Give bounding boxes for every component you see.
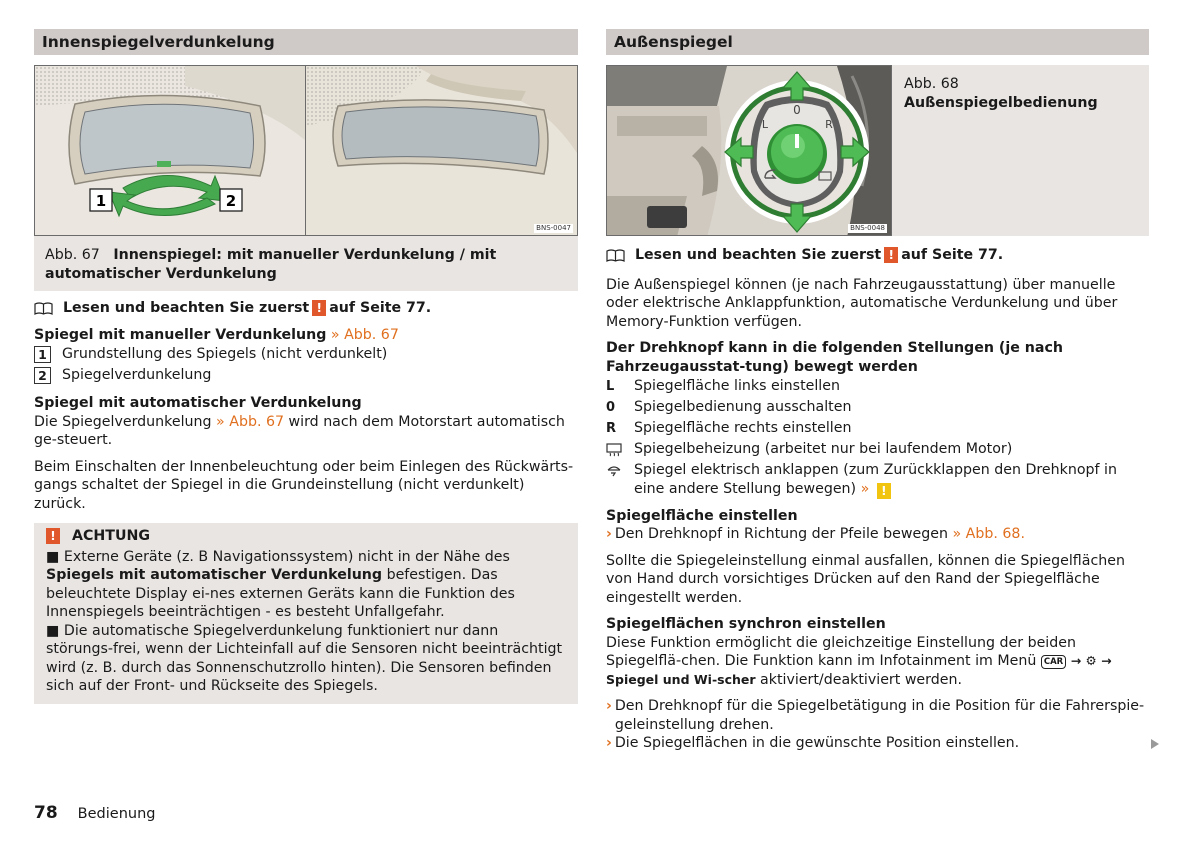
section-title-exterior-mirror: Außenspiegel — [606, 29, 1149, 55]
car-button-icon: CAR — [1041, 655, 1066, 669]
book-icon — [34, 302, 53, 315]
read-first-note: Lesen und beachten Sie zuerst ! auf Seite 77. — [34, 299, 578, 318]
fallback-paragraph: Sollte die Spiegeleinstellung einmal ausfallen, können die Spiegelflächen von Hand durch vorsichtiges Drücken auf den Rand der Spiegelfläche eingestellt werden. — [606, 552, 1125, 606]
warning-box — [34, 523, 578, 704]
knob-label-0: 0 — [793, 103, 801, 117]
step-arrow-icon: › — [606, 735, 612, 751]
figure-caption — [34, 236, 578, 291]
fold-icon — [606, 461, 634, 481]
figure-code: BNS-0048 — [850, 224, 885, 232]
list-item: Spiegel elektrisch anklappen (zum Zurückklappen den Drehknopf in eine andere Stellung bewegen) » ! — [606, 461, 1149, 499]
symbol-l: L — [606, 378, 615, 394]
warning-icon: ! — [46, 528, 60, 544]
knob-label-l: L — [761, 118, 769, 131]
caution-icon: ! — [877, 483, 891, 499]
adjust-section — [606, 507, 1149, 544]
intro-paragraph: Die Außenspiegel können (je nach Fahrzeugausstattung) über manuelle oder elektrische Anklappfunktion, automatische Verdunkelung und über Memory-Funktion verfügen. — [606, 276, 1118, 330]
read-first-note: Lesen und beachten Sie zuerst ! auf Seite 77. — [606, 246, 1149, 265]
figure-68 — [606, 65, 1149, 236]
heat-icon — [606, 440, 634, 460]
auto-figure-link[interactable]: » Abb. 67 — [216, 413, 285, 430]
book-icon — [606, 249, 625, 262]
steps-list — [606, 697, 1149, 753]
manual-section — [34, 326, 578, 387]
warning-item: ■ Die automatische Spiegelverdunkelung funktioniert nur dann störungs-frei, wenn der Lichteinfall auf die Sensoren nicht beeinträchtigt wird (z. B. durch das Sonnenschutzrollo hinten). Die Sensoren befinden sich auf der Front- und Rückseite des Spiegels. — [46, 622, 563, 694]
auto-mirror-image — [305, 65, 578, 236]
warning-item: ■ Externe Geräte (z. B Navigationssystem) nicht in der Nähe des Spiegels mit automatischer Verdunkelung befestigen. Das beleuchtete Display ei-nes externen Geräts kann die Funktion des Innenspiegels beeinträchtigen - es besteht Unfallgefahr. — [46, 548, 515, 620]
auto-section: Spiegel mit automatischer Verdunkelung Die Spiegelverdunkelung » Abb. 67 wird nach dem Motorstart automatisch ge-steuert. — [34, 394, 578, 450]
caption-text: Innenspiegel: mit manueller Verdunkelung / mit automatischer Verdunkelung — [45, 247, 497, 282]
manual-figure-link[interactable]: » Abb. 67 — [330, 326, 399, 343]
positions-section — [606, 339, 1149, 499]
adjust-figure-link[interactable]: » Abb. 68. — [952, 526, 1025, 542]
page-footer — [34, 804, 155, 824]
next-page-icon[interactable] — [1151, 739, 1159, 749]
list-item: Spiegelbeheizung (arbeitet nur bei laufendem Motor) — [606, 440, 1149, 460]
sync-section: Spiegelflächen synchron einstellen Diese Funktion ermöglicht die gleichzeitige Einstellung der beiden Spiegelflä-chen. Die Funktion kann im Infotainment im Menü CAR → ⚙ → Spiegel und Wi-scher aktiviert/deaktiviert werden. — [606, 615, 1149, 689]
adjust-heading: Spiegelfläche einstellen — [606, 507, 798, 524]
positions-heading: Der Drehknopf kann in die folgenden Stellungen (je nach Fahrzeugausstat-tung) bewegt werden — [606, 340, 1063, 375]
step-arrow-icon: › — [606, 526, 612, 542]
sync-heading: Spiegelflächen synchron einstellen — [606, 616, 886, 632]
list-item: R Spiegelfläche rechts einstellen — [606, 419, 1149, 439]
knob-image — [606, 65, 892, 236]
chapter-label: Bedienung — [77, 806, 156, 822]
symbol-r: R — [606, 420, 617, 436]
reverse-paragraph: Beim Einschalten der Innenbeleuchtung oder beim Einlegen des Rückwärts-gangs schaltet der Spiegel in die Grundeinstellung (nicht verdunkelt) zurück. — [34, 458, 574, 512]
step-item: › Die Spiegelflächen in die gewünschte Position einstellen. — [606, 735, 1020, 751]
warning-icon: ! — [884, 247, 898, 263]
left-column — [34, 29, 578, 704]
list-item: L Spiegelfläche links einstellen — [606, 377, 1149, 397]
list-item: 0 Spiegelbedienung ausschalten — [606, 398, 1149, 418]
symbol-0: 0 — [606, 399, 616, 415]
callout-2: 2 — [225, 192, 237, 210]
figure-67 — [34, 65, 578, 236]
knob-label-r: R — [825, 118, 833, 131]
callout-1: 1 — [95, 192, 107, 210]
figure-code: BNS-0047 — [536, 224, 571, 232]
caption-label: Abb. 67 — [45, 247, 100, 263]
right-column — [606, 29, 1149, 753]
step-item: › Den Drehknopf für die Spiegelbetätigung in die Position für die Fahrerspie-geleinstellung drehen. — [606, 698, 1145, 733]
manual-heading: Spiegel mit manueller Verdunkelung — [34, 326, 327, 343]
section-title-interior-mirror: Innenspiegelverdunkelung — [34, 29, 578, 55]
page-number: 78 — [34, 803, 58, 823]
warning-title: ACHTUNG — [72, 528, 150, 544]
caption-label: Abb. 68 — [904, 76, 959, 92]
auto-heading: Spiegel mit automatischer Verdunkelung — [34, 395, 362, 411]
list-item: 2 Spiegelverdunkelung — [34, 365, 578, 386]
manual-mirror-image — [34, 65, 305, 236]
list-item: 1 Grundstellung des Spiegels (nicht verdunkelt) — [34, 344, 578, 365]
menu-path: → ⚙ → Spiegel und Wi-scher — [606, 653, 1112, 687]
step-item: › Den Drehknopf in Richtung der Pfeile bewegen » Abb. 68. — [606, 526, 1025, 542]
warning-icon: ! — [312, 300, 326, 316]
caption-text: Außenspiegelbedienung — [904, 94, 1098, 111]
step-arrow-icon: › — [606, 698, 612, 714]
figure-caption — [892, 65, 1110, 236]
